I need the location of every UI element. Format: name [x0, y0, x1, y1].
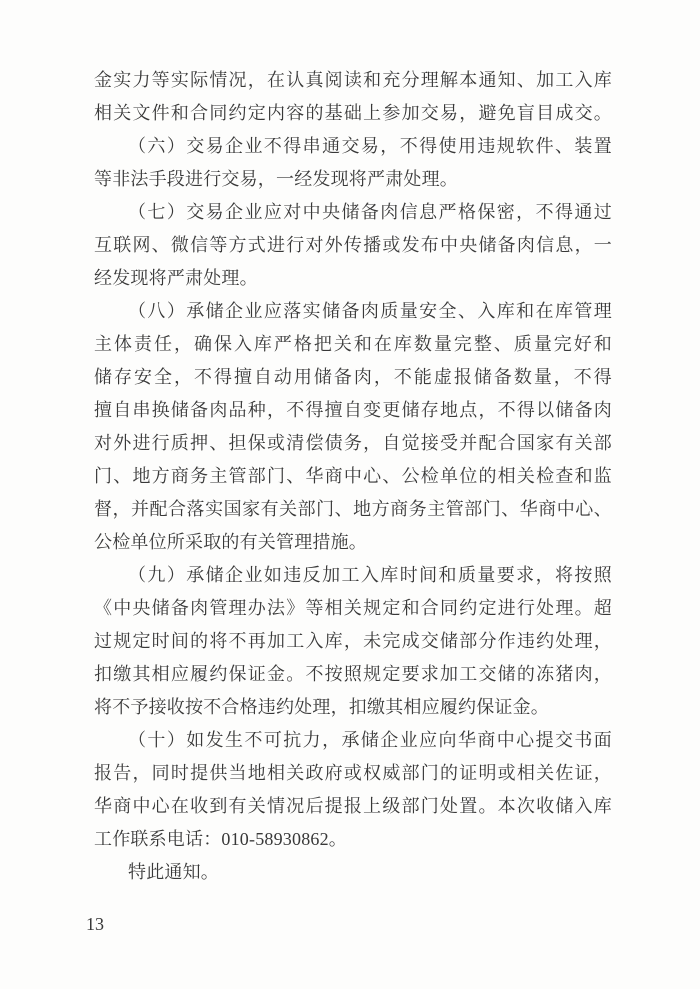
document-line: 特此通知。 — [128, 862, 219, 882]
document-line: 相关文件和合同约定内容的基础上参加交易，避免盲目成交。 — [94, 103, 612, 123]
document-body — [94, 64, 612, 889]
document-line: （十）如发生不可抗力，承储企业应向华商中心提交书面 — [128, 730, 612, 750]
document-line: 华商中心在收到有关情况后提报上级部门处置。本次收储入库 — [94, 796, 612, 816]
document-line: 等非法手段进行交易，一经发现将严肃处理。 — [94, 169, 458, 189]
document-line: 工作联系电话：010-58930862。 — [94, 829, 347, 849]
document-line: （九）承储企业如违反加工入库时间和质量要求，将按照 — [128, 565, 612, 585]
document-line: 互联网、微信等方式进行对外传播或发布中央储备肉信息，一 — [94, 235, 612, 255]
document-line: 擅自串换储备肉品种，不得擅自变更储存地点，不得以储备肉 — [94, 400, 612, 420]
page-number: 13 — [86, 914, 104, 934]
document-line: 经发现将严肃处理。 — [94, 268, 258, 288]
document-line: 将不予接收按不合格违约处理，扣缴其相应履约保证金。 — [94, 697, 549, 717]
document-line: 对外进行质押、担保或清偿债务，自觉接受并配合国家有关部 — [94, 433, 612, 453]
document-line: 主体责任，确保入库严格把关和在库数量完整、质量完好和 — [94, 334, 612, 354]
document-line: 金实力等实际情况，在认真阅读和充分理解本通知、加工入库 — [94, 70, 612, 90]
document-line: 公检单位所采取的有关管理措施。 — [94, 532, 367, 552]
document-line: （七）交易企业应对中央储备肉信息严格保密，不得通过 — [128, 202, 612, 222]
document-line: （六）交易企业不得串通交易，不得使用违规软件、装置 — [128, 136, 612, 156]
document-line: 督，并配合落实国家有关部门、地方商务主管部门、华商中心、 — [94, 499, 612, 519]
document-line: 报告，同时提供当地相关政府或权威部门的证明或相关佐证， — [94, 763, 612, 783]
document-line: 门、地方商务主管部门、华商中心、公检单位的相关检查和监 — [94, 466, 612, 486]
document-line: 储存安全，不得擅自动用储备肉，不能虚报储备数量，不得 — [94, 367, 612, 387]
document-line: 《中央储备肉管理办法》等相关规定和合同约定进行处理。超 — [94, 598, 612, 618]
document-line: 扣缴其相应履约保证金。不按照规定要求加工交储的冻猪肉， — [94, 664, 612, 684]
document-line: 过规定时间的将不再加工入库，未完成交储部分作违约处理， — [94, 631, 612, 651]
document-line: （八）承储企业应落实储备肉质量安全、入库和在库管理 — [128, 301, 612, 321]
